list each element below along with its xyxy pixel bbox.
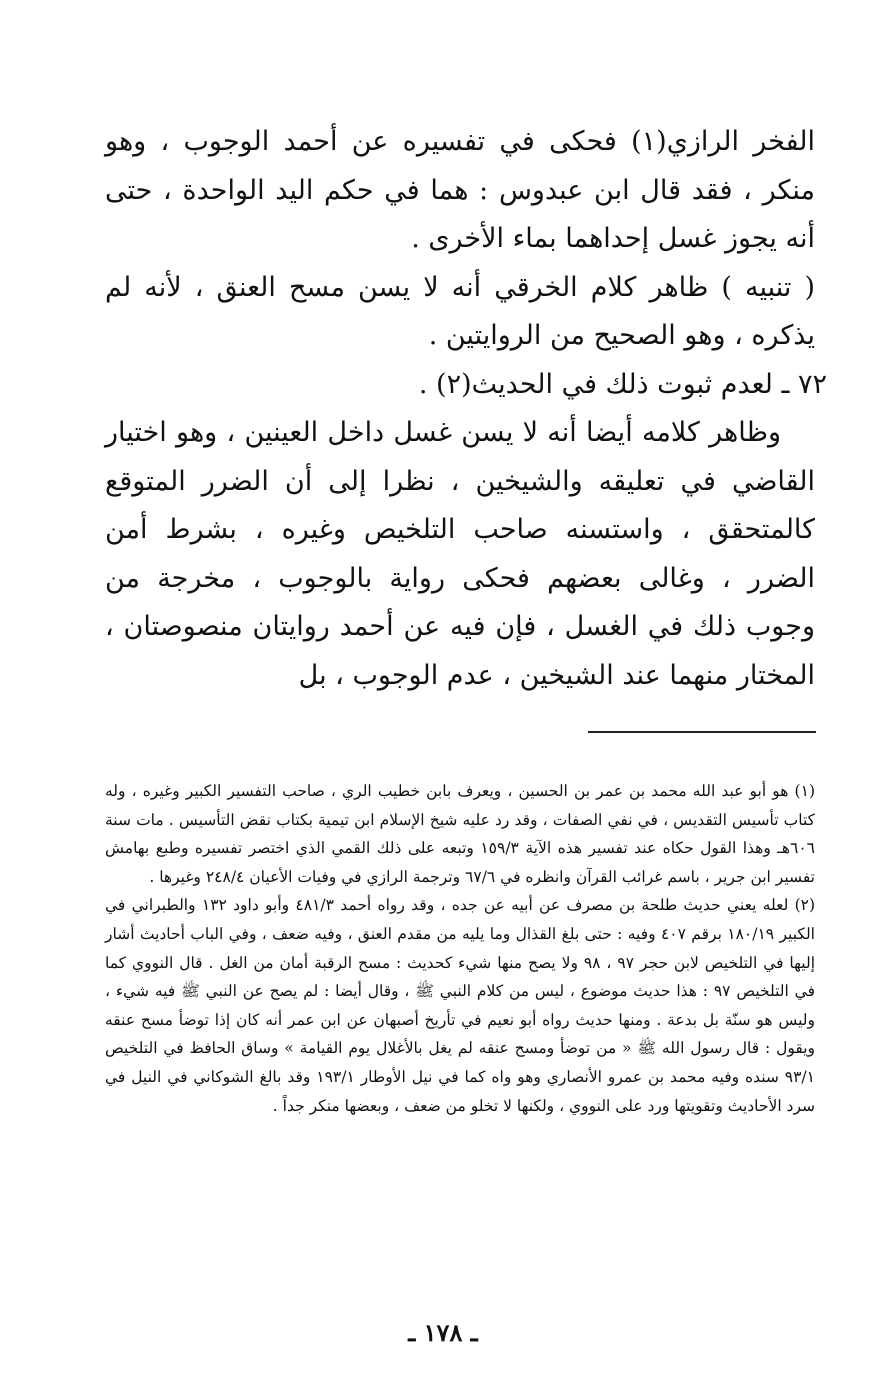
footnote-2: (٢) لعله يعني حديث طلحة بن مصرف عن أبيه عن جده ، وقد رواه أحمد ٤٨١/٣ وأبو داود ١٣٢ والطبراني في الكبير ١٨٠/١٩ برقم ٤٠٧ وفيه : حتى بلغ القذال وما يليه من مقدم العنق ، وفيه ضعف ، وفي الباب أحاديث أشار إليها في التلخيص لابن حجر ٩٧ ، ٩٨ ولا يصح منها شيء كحديث : مسح الرقبة أمان من الغل . قال النووي كما في التلخيص ٩٧ : هذا حديث موضوع ، ليس من كلام النبي ﷺ ، وقال أيضا : لم يصح عن النبي ﷺ فيه شيء ، وليس هو سنّة بل بدعة . ومنها حديث رواه أبو نعيم في تأريخ أصبهان عن ابن عمر أنه كان إذا توضأ مسح عنقه ويقول : قال رسول الله ﷺ « من توضأ ومسح عنقه لم يغل بالأغلال يوم القيامة » وساق الحافظ في التلخيص ٩٣/١ سنده وفيه محمد بن عمرو الأنصاري وهو واه كما في نيل الأوطار ١٩٣/١ وقد بالغ الشوكاني في النيل في سرد الأحاديث وتقويتها ورد على النووي ، ولكنها لا تخلو من ضعف ، وبعضها منكر جداً . — [105, 896, 816, 1115]
main-paragraph-note: ( تنبيه ) ظاهر كلام الخرقي أنه لا يسن مسح العنق ، لأنه لم يذكره ، وهو الصحيح من الروايتين . — [105, 271, 815, 351]
numbered-item-72: ٧٢ ـ لعدم ثبوت ذلك في الحديث(٢) . — [418, 368, 827, 400]
footnote-divider — [588, 731, 816, 733]
footnote-1: (١) هو أبو عبد الله محمد بن عمر بن الحسين ، ويعرف بابن خطيب الري ، صاحب التفسير الكبير وغيره ، وله كتاب تأسيس التقديس ، في نفي الصفات ، وقد رد عليه شيخ الإسلام ابن تيمية بكتاب نقض التأسيس . مات سنة ٦٠٦هـ وهذا القول حكاه عند تفسير هذه الآية ١٥٩/٣ وتبعه على ذلك القمي الذي اختصر تفسيره وطبع بهامش تفسير ابن جرير ، باسم غرائب القرآن وانظره في ٦٧/٦ وترجمة الرازي في وفيات الأعيان ٢٤٨/٤ وغيرها . — [105, 782, 815, 886]
main-paragraph-continued: وظاهر كلامه أيضا أنه لا يسن غسل داخل العينين ، وهو اختيار القاضي في تعليقه والشيخين ، نظرا إلى أن الضرر المتوقع كالمتحقق ، واستسنه صاحب التلخيص وغيره ، بشرط أمن الضرر ، وغالى بعضهم فحكى رواية بالوجوب ، مخرجة من وجوب ذلك في الغسل ، فإن فيه عن أحمد روايتان منصوصتان ، المختار منهما عند الشيخين ، عدم الوجوب ، بل — [105, 417, 815, 691]
main-text — [105, 118, 827, 700]
main-paragraph: الفخر الرازي(١) فحكى في تفسيره عن أحمد الوجوب ، وهو منكر ، فقد قال ابن عبدوس : هما في حكم اليد الواحدة ، حتى أنه يجوز غسل إحداهما بماء الأخرى . — [105, 126, 815, 254]
footnotes — [105, 777, 815, 1120]
page-number: ـ ١٧٨ ـ — [408, 1318, 478, 1347]
